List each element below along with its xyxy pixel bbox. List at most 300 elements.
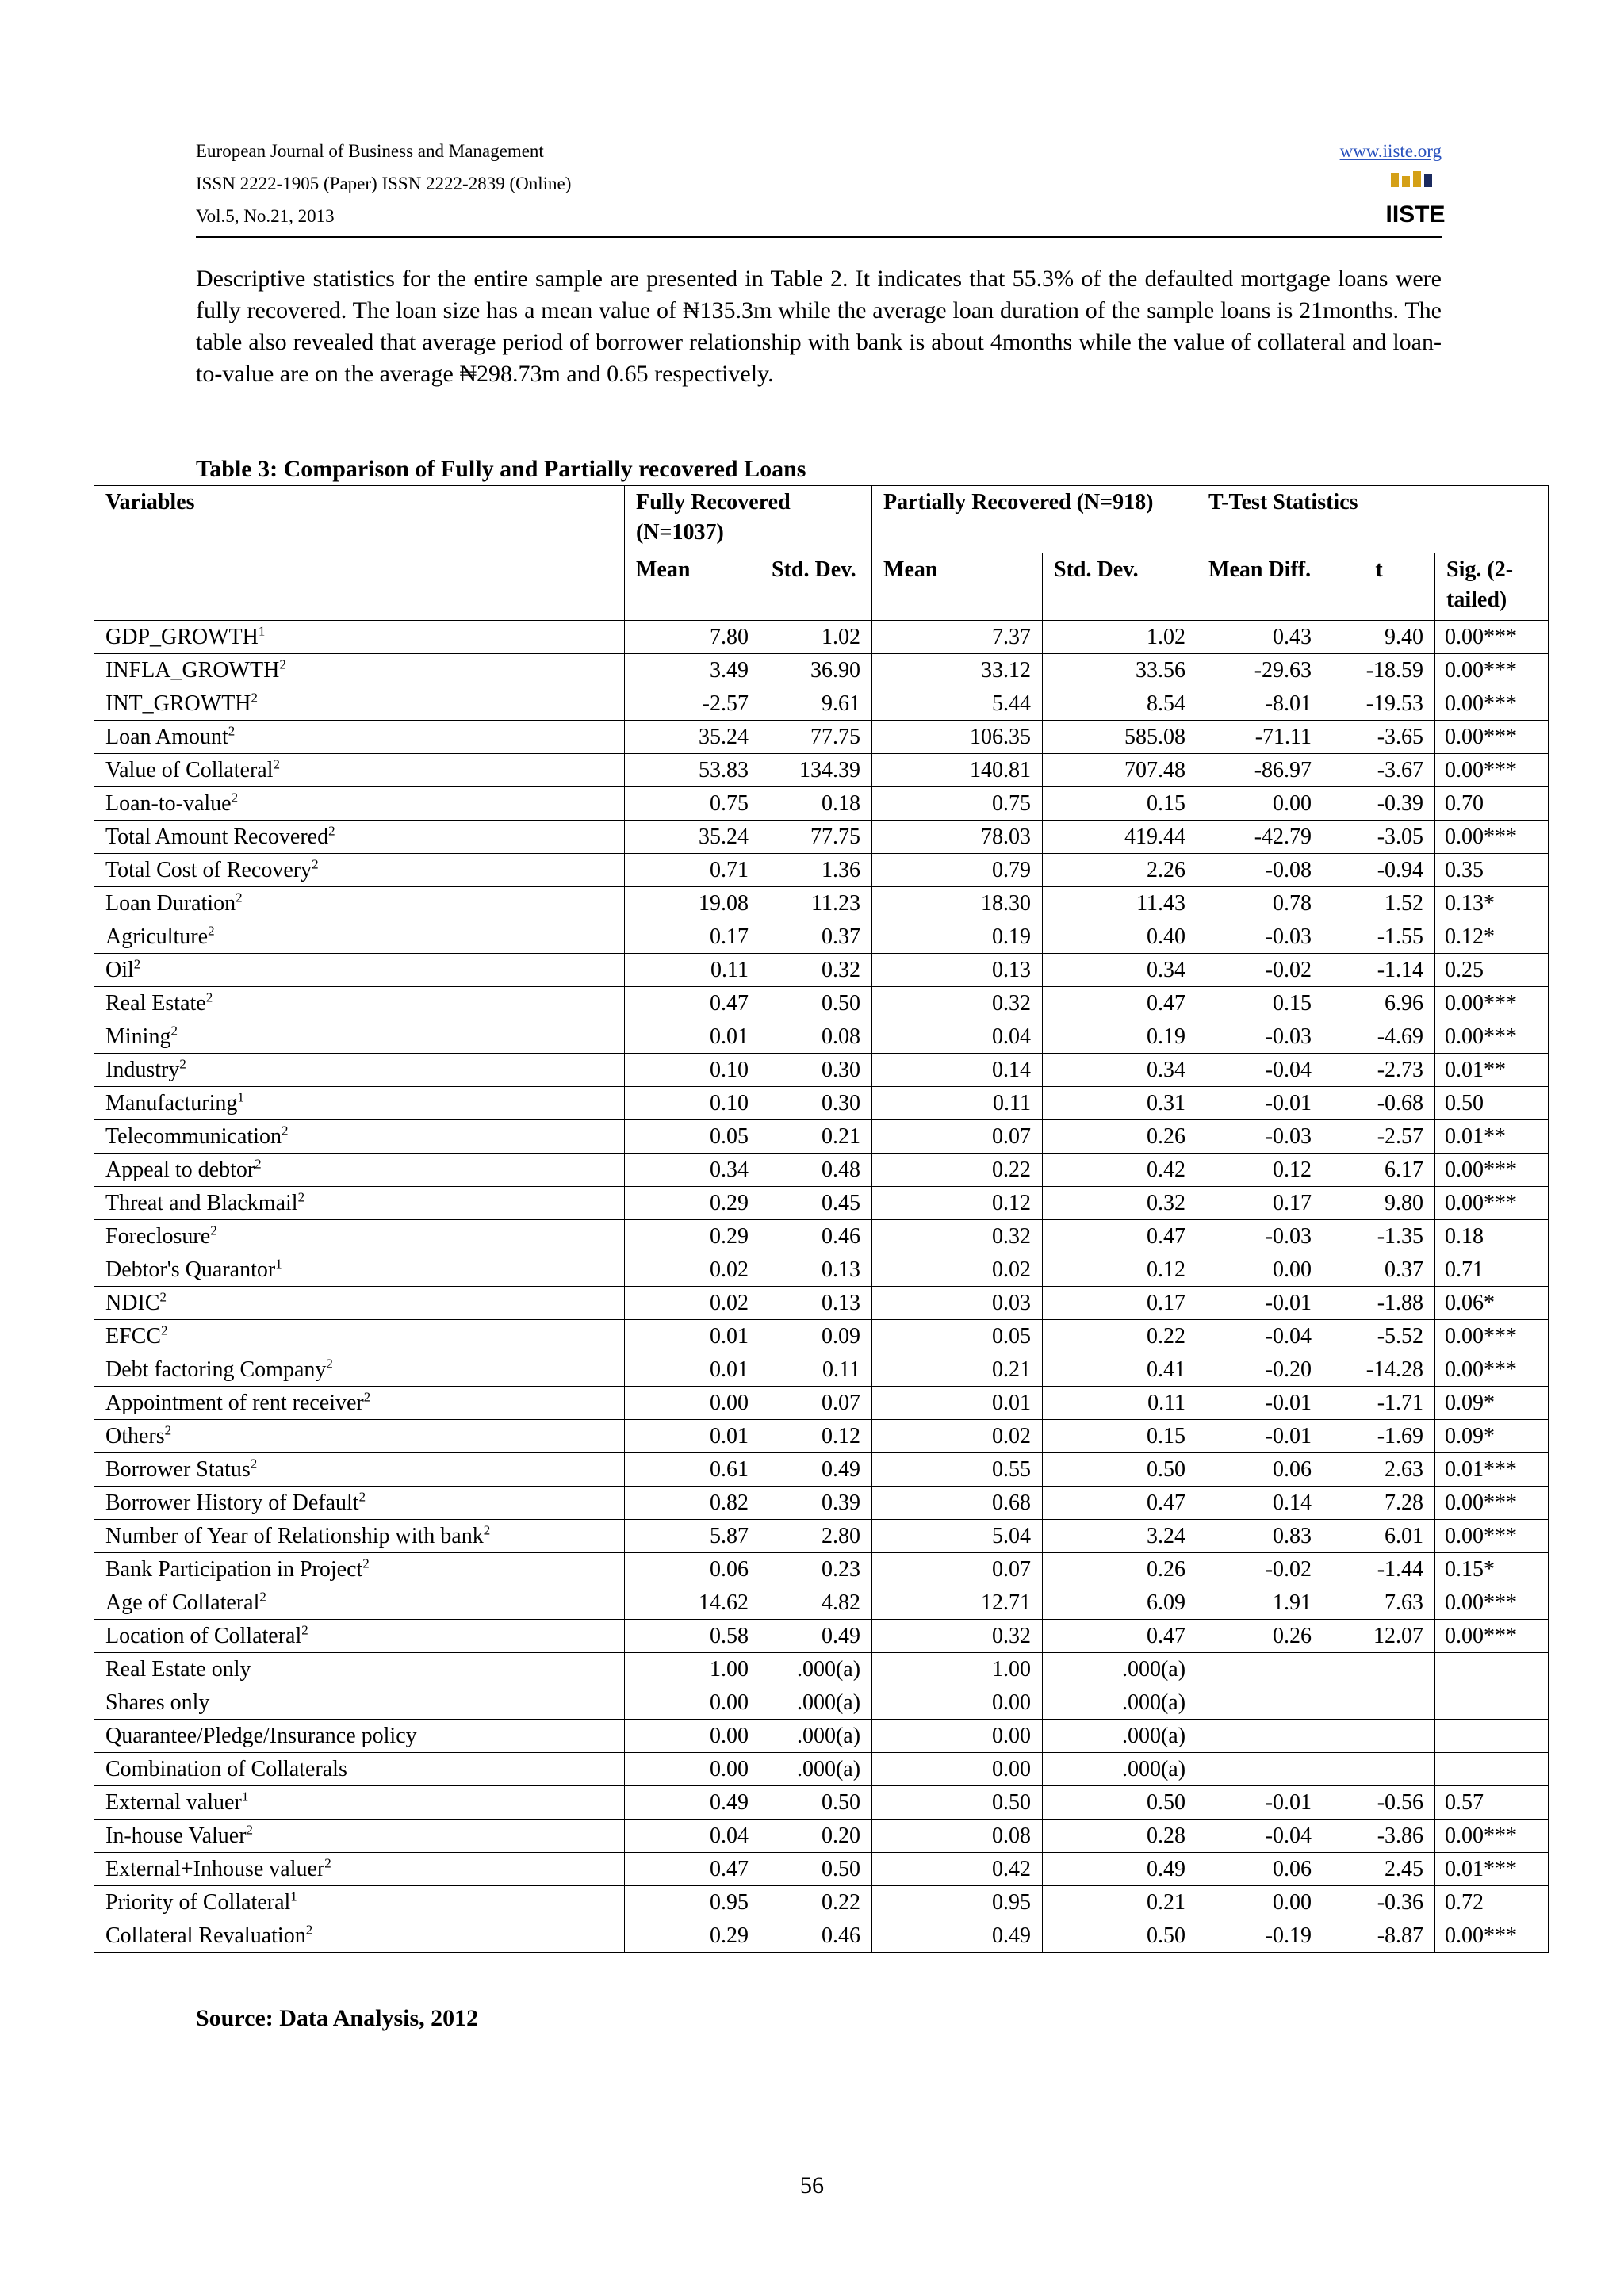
variable-name: Shares only <box>105 1690 210 1715</box>
variable-footnote: 2 <box>297 1189 305 1205</box>
variable-name: INT_GROWTH <box>105 691 251 716</box>
cell-partially-mean: 0.00 <box>872 1753 1043 1786</box>
variable-name: Age of Collateral <box>105 1590 260 1615</box>
header-mean-diff: Mean Diff. <box>1197 553 1323 621</box>
cell-partially-std: 0.47 <box>1043 1220 1197 1253</box>
cell-fully-std: 0.09 <box>760 1320 872 1353</box>
cell-partially-mean: 33.12 <box>872 654 1043 687</box>
cell-fully-mean: 0.00 <box>625 1753 760 1786</box>
cell-mean-diff: -0.04 <box>1197 1054 1323 1087</box>
variable-footnote: 2 <box>246 1822 254 1838</box>
cell-partially-mean: 0.32 <box>872 1620 1043 1653</box>
variable-footnote: 1 <box>275 1256 282 1272</box>
cell-fully-mean: 14.62 <box>625 1586 760 1620</box>
cell-t: -5.52 <box>1323 1320 1435 1353</box>
comparison-table <box>94 485 1549 1953</box>
cell-partially-std: 0.49 <box>1043 1853 1197 1886</box>
variable-footnote: 1 <box>258 623 266 639</box>
cell-partially-std: 2.26 <box>1043 854 1197 887</box>
journal-volume: Vol.5, No.21, 2013 <box>196 206 335 226</box>
table-row <box>94 1686 1549 1720</box>
cell-partially-mean: 0.11 <box>872 1087 1043 1120</box>
cell-fully-mean: 0.10 <box>625 1087 760 1120</box>
header-variables: Variables <box>94 486 625 621</box>
cell-fully-mean: 7.80 <box>625 621 760 654</box>
cell-sig: 0.01** <box>1435 1054 1549 1087</box>
cell-variable <box>94 1253 625 1287</box>
cell-partially-mean: 0.07 <box>872 1120 1043 1154</box>
cell-fully-std: .000(a) <box>760 1653 872 1686</box>
cell-t: -1.55 <box>1323 920 1435 954</box>
cell-fully-std: 1.02 <box>760 621 872 654</box>
cell-fully-std: 0.23 <box>760 1553 872 1586</box>
table-row <box>94 721 1549 754</box>
cell-mean-diff: -0.03 <box>1197 920 1323 954</box>
cell-fully-std: .000(a) <box>760 1686 872 1720</box>
cell-sig: 0.00*** <box>1435 1320 1549 1353</box>
variable-name: Oil <box>105 958 134 982</box>
variable-name: Manufacturing <box>105 1091 238 1115</box>
cell-fully-std: 0.12 <box>760 1420 872 1453</box>
cell-fully-std: 0.49 <box>760 1620 872 1653</box>
cell-fully-mean: 0.82 <box>625 1487 760 1520</box>
cell-fully-mean: 35.24 <box>625 821 760 854</box>
variable-name: Telecommunication <box>105 1124 282 1149</box>
cell-variable <box>94 1620 625 1653</box>
cell-variable <box>94 821 625 854</box>
table-row <box>94 654 1549 687</box>
table-row <box>94 1054 1549 1087</box>
cell-fully-std: 9.61 <box>760 687 872 721</box>
cell-fully-mean: 0.47 <box>625 987 760 1020</box>
cell-partially-mean: 0.01 <box>872 1387 1043 1420</box>
variable-name: Threat and Blackmail <box>105 1191 298 1215</box>
cell-variable <box>94 1187 625 1220</box>
cell-variable <box>94 1120 625 1154</box>
cell-mean-diff: 1.91 <box>1197 1586 1323 1620</box>
header-ttest: T-Test Statistics <box>1197 486 1549 553</box>
cell-partially-std: 0.47 <box>1043 1620 1197 1653</box>
variable-footnote: 2 <box>159 1289 167 1305</box>
cell-t: 6.96 <box>1323 987 1435 1020</box>
cell-t: -3.05 <box>1323 821 1435 854</box>
cell-fully-mean: 0.34 <box>625 1154 760 1187</box>
cell-t: 1.52 <box>1323 887 1435 920</box>
cell-partially-mean: 1.00 <box>872 1653 1043 1686</box>
header-partially-recovered: Partially Recovered (N=918) <box>872 486 1197 553</box>
journal-info <box>196 135 571 232</box>
cell-fully-std: 0.22 <box>760 1886 872 1919</box>
variable-name: Borrower History of Default <box>105 1490 359 1515</box>
table-row <box>94 1886 1549 1919</box>
journal-issn: ISSN 2222-1905 (Paper) ISSN 2222-2839 (Online) <box>196 174 572 193</box>
table-row <box>94 1154 1549 1187</box>
variable-name: Quarantee/Pledge/Insurance policy <box>105 1724 417 1748</box>
cell-partially-mean: 0.12 <box>872 1187 1043 1220</box>
cell-sig: 0.00*** <box>1435 1353 1549 1387</box>
cell-fully-mean: 0.01 <box>625 1420 760 1453</box>
cell-t: -0.36 <box>1323 1886 1435 1919</box>
cell-sig: 0.00*** <box>1435 1487 1549 1520</box>
cell-mean-diff: 0.06 <box>1197 1853 1323 1886</box>
cell-sig: 0.50 <box>1435 1087 1549 1120</box>
cell-partially-std: .000(a) <box>1043 1753 1197 1786</box>
cell-fully-std: 77.75 <box>760 721 872 754</box>
cell-fully-mean: 19.08 <box>625 887 760 920</box>
cell-fully-mean: 3.49 <box>625 654 760 687</box>
cell-mean-diff: 0.15 <box>1197 987 1323 1020</box>
variable-name: Total Cost of Recovery <box>105 858 312 882</box>
cell-partially-std: 3.24 <box>1043 1520 1197 1553</box>
variable-name: Mining <box>105 1024 171 1049</box>
table-row <box>94 1120 1549 1154</box>
cell-sig: 0.00*** <box>1435 1620 1549 1653</box>
cell-t: 6.01 <box>1323 1520 1435 1553</box>
cell-t: -1.69 <box>1323 1420 1435 1453</box>
header-std-partially: Std. Dev. <box>1043 553 1197 621</box>
cell-t: -0.68 <box>1323 1087 1435 1120</box>
cell-partially-mean: 0.32 <box>872 1220 1043 1253</box>
cell-partially-std: 0.50 <box>1043 1453 1197 1487</box>
cell-fully-std: 134.39 <box>760 754 872 787</box>
cell-partially-std: 33.56 <box>1043 654 1197 687</box>
cell-sig <box>1435 1720 1549 1753</box>
cell-t: 9.40 <box>1323 621 1435 654</box>
cell-t: 2.63 <box>1323 1453 1435 1487</box>
variable-name: Number of Year of Relationship with bank <box>105 1524 484 1548</box>
cell-mean-diff: -0.01 <box>1197 1387 1323 1420</box>
journal-name: European Journal of Business and Management <box>196 141 544 161</box>
table-row <box>94 854 1549 887</box>
variable-footnote: 2 <box>326 1356 333 1372</box>
cell-fully-std: 0.32 <box>760 954 872 987</box>
cell-variable <box>94 1054 625 1087</box>
cell-mean-diff <box>1197 1753 1323 1786</box>
table-row <box>94 1820 1549 1853</box>
variable-name: Debt factoring Company <box>105 1357 327 1382</box>
cell-t: -2.57 <box>1323 1120 1435 1154</box>
cell-mean-diff: -42.79 <box>1197 821 1323 854</box>
cell-variable <box>94 1853 625 1886</box>
variable-name: NDIC <box>105 1291 160 1315</box>
cell-partially-mean: 0.00 <box>872 1686 1043 1720</box>
cell-variable <box>94 1353 625 1387</box>
cell-mean-diff: -0.20 <box>1197 1353 1323 1387</box>
header-sig: Sig. (2-tailed) <box>1435 553 1549 621</box>
journal-url-link[interactable]: www.iiste.org <box>1339 141 1442 161</box>
cell-sig: 0.00*** <box>1435 754 1549 787</box>
cell-fully-std: 0.18 <box>760 787 872 821</box>
variable-name: External valuer <box>105 1790 242 1815</box>
variable-name: Borrower Status <box>105 1457 251 1482</box>
table-row <box>94 1187 1549 1220</box>
cell-fully-std: 0.39 <box>760 1487 872 1520</box>
cell-t: -19.53 <box>1323 687 1435 721</box>
variable-footnote: 2 <box>363 1389 371 1405</box>
cell-fully-std: 0.48 <box>760 1154 872 1187</box>
cell-fully-std: 0.30 <box>760 1054 872 1087</box>
cell-fully-std: .000(a) <box>760 1720 872 1753</box>
variable-footnote: 2 <box>305 1922 313 1938</box>
table-row <box>94 887 1549 920</box>
cell-variable <box>94 1919 625 1953</box>
cell-partially-mean: 0.49 <box>872 1919 1043 1953</box>
variable-footnote: 2 <box>164 1422 172 1438</box>
cell-mean-diff: -0.08 <box>1197 854 1323 887</box>
variable-name: Combination of Collaterals <box>105 1757 347 1781</box>
cell-t: -4.69 <box>1323 1020 1435 1054</box>
cell-fully-mean: 0.02 <box>625 1253 760 1287</box>
variable-footnote: 2 <box>281 1123 289 1138</box>
cell-sig: 0.00*** <box>1435 721 1549 754</box>
variable-footnote: 2 <box>279 656 286 672</box>
cell-sig: 0.00*** <box>1435 1520 1549 1553</box>
cell-t: -3.65 <box>1323 721 1435 754</box>
cell-partially-std: 0.50 <box>1043 1919 1197 1953</box>
cell-mean-diff: -0.04 <box>1197 1820 1323 1853</box>
variable-name: Industry <box>105 1058 180 1082</box>
cell-variable <box>94 1520 625 1553</box>
cell-variable <box>94 687 625 721</box>
cell-fully-mean: 0.04 <box>625 1820 760 1853</box>
cell-fully-mean: 1.00 <box>625 1653 760 1686</box>
variable-footnote: 2 <box>251 690 259 706</box>
cell-variable <box>94 754 625 787</box>
variable-name: GDP_GROWTH <box>105 625 259 649</box>
cell-partially-std: 0.34 <box>1043 954 1197 987</box>
cell-fully-mean: 0.10 <box>625 1054 760 1087</box>
cell-partially-mean: 0.95 <box>872 1886 1043 1919</box>
cell-partially-std: 0.47 <box>1043 987 1197 1020</box>
table-body <box>94 621 1549 1953</box>
cell-fully-std: 77.75 <box>760 821 872 854</box>
cell-t: 0.37 <box>1323 1253 1435 1287</box>
table-row <box>94 1753 1549 1786</box>
cell-variable <box>94 987 625 1020</box>
cell-mean-diff: -29.63 <box>1197 654 1323 687</box>
cell-fully-mean: 0.17 <box>625 920 760 954</box>
cell-partially-mean: 0.32 <box>872 987 1043 1020</box>
cell-fully-std: 0.49 <box>760 1453 872 1487</box>
cell-fully-mean: 0.00 <box>625 1720 760 1753</box>
intro-paragraph: Descriptive statistics for the entire sample are presented in Table 2. It indicates that 55.3% of the defaulted mortgage loans were fully recovered. The loan size has a mean value of ₦135.3m while the average loan duration of the sample loans is 21months. The table also revealed that average period of borrower relationship with bank is about 4months while the value of collateral and loan-to-value are on the average ₦298.73m and 0.65 respectively. <box>196 266 1442 387</box>
cell-partially-std: 0.47 <box>1043 1487 1197 1520</box>
iiste-logo <box>1385 168 1446 232</box>
cell-fully-std: 0.08 <box>760 1020 872 1054</box>
cell-mean-diff: 0.78 <box>1197 887 1323 920</box>
cell-fully-std: 4.82 <box>760 1586 872 1620</box>
cell-partially-mean: 0.08 <box>872 1820 1043 1853</box>
cell-partially-mean: 0.50 <box>872 1786 1043 1820</box>
cell-mean-diff: -0.03 <box>1197 1220 1323 1253</box>
variable-footnote: 2 <box>301 1622 308 1638</box>
cell-fully-mean: 0.29 <box>625 1919 760 1953</box>
table-row <box>94 1453 1549 1487</box>
cell-partially-mean: 18.30 <box>872 887 1043 920</box>
variable-name: Priority of Collateral <box>105 1890 291 1915</box>
cell-mean-diff: 0.14 <box>1197 1487 1323 1520</box>
variable-footnote: 2 <box>273 756 280 772</box>
table-row <box>94 1020 1549 1054</box>
cell-variable <box>94 787 625 821</box>
cell-partially-mean: 0.07 <box>872 1553 1043 1586</box>
cell-fully-std: 0.50 <box>760 1853 872 1886</box>
cell-partially-std: 0.50 <box>1043 1786 1197 1820</box>
cell-sig: 0.00*** <box>1435 1820 1549 1853</box>
cell-variable <box>94 1686 625 1720</box>
cell-partially-std: 585.08 <box>1043 721 1197 754</box>
cell-variable <box>94 1087 625 1120</box>
cell-sig <box>1435 1753 1549 1786</box>
cell-variable <box>94 1020 625 1054</box>
variable-footnote: 2 <box>324 1855 331 1871</box>
cell-t: 9.80 <box>1323 1187 1435 1220</box>
cell-t: 2.45 <box>1323 1853 1435 1886</box>
variable-name: Foreclosure <box>105 1224 211 1249</box>
cell-fully-std: 0.46 <box>760 1919 872 1953</box>
cell-sig: 0.00*** <box>1435 1919 1549 1953</box>
cell-sig: 0.72 <box>1435 1886 1549 1919</box>
cell-partially-mean: 0.19 <box>872 920 1043 954</box>
cell-mean-diff <box>1197 1720 1323 1753</box>
cell-t: 7.28 <box>1323 1487 1435 1520</box>
variable-name: Appeal to debtor <box>105 1158 255 1182</box>
cell-partially-std: 0.15 <box>1043 1420 1197 1453</box>
table-row <box>94 821 1549 854</box>
cell-partially-mean: 0.03 <box>872 1287 1043 1320</box>
cell-mean-diff: -0.03 <box>1197 1120 1323 1154</box>
cell-variable <box>94 621 625 654</box>
cell-variable <box>94 1753 625 1786</box>
cell-mean-diff: 0.00 <box>1197 1253 1323 1287</box>
cell-partially-mean: 106.35 <box>872 721 1043 754</box>
cell-partially-mean: 0.05 <box>872 1320 1043 1353</box>
cell-fully-std: 0.50 <box>760 1786 872 1820</box>
variable-footnote: 1 <box>290 1888 297 1904</box>
header-t: t <box>1323 553 1435 621</box>
table-row <box>94 1586 1549 1620</box>
cell-partially-mean: 0.02 <box>872 1420 1043 1453</box>
variable-footnote: 2 <box>255 1156 262 1172</box>
cell-fully-mean: 0.71 <box>625 854 760 887</box>
cell-fully-mean: 35.24 <box>625 721 760 754</box>
cell-sig: 0.00*** <box>1435 687 1549 721</box>
cell-partially-mean: 0.13 <box>872 954 1043 987</box>
cell-partially-std: 0.32 <box>1043 1187 1197 1220</box>
variable-name: Loan-to-value <box>105 791 232 816</box>
table-row <box>94 1087 1549 1120</box>
cell-t: -0.94 <box>1323 854 1435 887</box>
cell-mean-diff: 0.00 <box>1197 1886 1323 1919</box>
cell-t: -0.39 <box>1323 787 1435 821</box>
variable-name: Agriculture <box>105 924 209 949</box>
cell-mean-diff: 0.26 <box>1197 1620 1323 1653</box>
cell-t: -3.86 <box>1323 1820 1435 1853</box>
table-row <box>94 1487 1549 1520</box>
cell-fully-std: 0.11 <box>760 1353 872 1387</box>
cell-t: -14.28 <box>1323 1353 1435 1387</box>
cell-sig: 0.70 <box>1435 787 1549 821</box>
table-row <box>94 1287 1549 1320</box>
table-row <box>94 1420 1549 1453</box>
cell-variable <box>94 1154 625 1187</box>
cell-fully-std: 0.46 <box>760 1220 872 1253</box>
cell-partially-std: 11.43 <box>1043 887 1197 920</box>
variable-name: Real Estate only <box>105 1657 251 1682</box>
cell-fully-std: 2.80 <box>760 1520 872 1553</box>
cell-t: -8.87 <box>1323 1919 1435 1953</box>
cell-partially-mean: 5.44 <box>872 687 1043 721</box>
table-row <box>94 987 1549 1020</box>
cell-fully-std: 0.13 <box>760 1287 872 1320</box>
cell-sig: 0.00*** <box>1435 987 1549 1020</box>
cell-sig: 0.13* <box>1435 887 1549 920</box>
cell-fully-std: 0.13 <box>760 1253 872 1287</box>
table-row <box>94 621 1549 654</box>
variable-footnote: 2 <box>483 1522 491 1538</box>
table-row <box>94 954 1549 987</box>
cell-fully-mean: 0.01 <box>625 1353 760 1387</box>
cell-partially-mean: 0.22 <box>872 1154 1043 1187</box>
cell-mean-diff: -8.01 <box>1197 687 1323 721</box>
cell-variable <box>94 1786 625 1820</box>
cell-sig: 0.09* <box>1435 1420 1549 1453</box>
cell-mean-diff: 0.17 <box>1197 1187 1323 1220</box>
cell-fully-std: 11.23 <box>760 887 872 920</box>
cell-sig: 0.18 <box>1435 1220 1549 1253</box>
table-row <box>94 920 1549 954</box>
cell-fully-std: 0.20 <box>760 1820 872 1853</box>
cell-variable <box>94 1487 625 1520</box>
cell-t: -0.56 <box>1323 1786 1435 1820</box>
cell-sig: 0.06* <box>1435 1287 1549 1320</box>
cell-fully-mean: 0.95 <box>625 1886 760 1919</box>
cell-mean-diff <box>1197 1686 1323 1720</box>
page-header <box>196 135 1446 238</box>
cell-t <box>1323 1653 1435 1686</box>
cell-variable <box>94 920 625 954</box>
variable-name: Location of Collateral <box>105 1624 302 1648</box>
variable-name: Collateral Revaluation <box>105 1923 306 1948</box>
cell-fully-mean: 0.01 <box>625 1320 760 1353</box>
cell-sig: 0.12* <box>1435 920 1549 954</box>
cell-variable <box>94 1420 625 1453</box>
cell-sig: 0.15* <box>1435 1553 1549 1586</box>
cell-t: 7.63 <box>1323 1586 1435 1620</box>
variable-name: EFCC <box>105 1324 162 1349</box>
cell-fully-std: 36.90 <box>760 654 872 687</box>
table-row <box>94 1786 1549 1820</box>
cell-sig: 0.25 <box>1435 954 1549 987</box>
cell-fully-std: .000(a) <box>760 1753 872 1786</box>
table-row <box>94 1720 1549 1753</box>
cell-fully-mean: 0.00 <box>625 1387 760 1420</box>
cell-fully-mean: 0.02 <box>625 1287 760 1320</box>
cell-fully-mean: 0.06 <box>625 1553 760 1586</box>
cell-mean-diff: -0.19 <box>1197 1919 1323 1953</box>
cell-mean-diff: -0.02 <box>1197 954 1323 987</box>
cell-partially-std: 1.02 <box>1043 621 1197 654</box>
cell-variable <box>94 1453 625 1487</box>
cell-partially-mean: 5.04 <box>872 1520 1043 1553</box>
cell-mean-diff: 0.43 <box>1197 621 1323 654</box>
cell-t: -2.73 <box>1323 1054 1435 1087</box>
cell-sig: 0.00*** <box>1435 621 1549 654</box>
cell-partially-std: 0.42 <box>1043 1154 1197 1187</box>
variable-footnote: 2 <box>205 989 213 1005</box>
cell-mean-diff: -0.04 <box>1197 1320 1323 1353</box>
header-mean-fully: Mean <box>625 553 760 621</box>
